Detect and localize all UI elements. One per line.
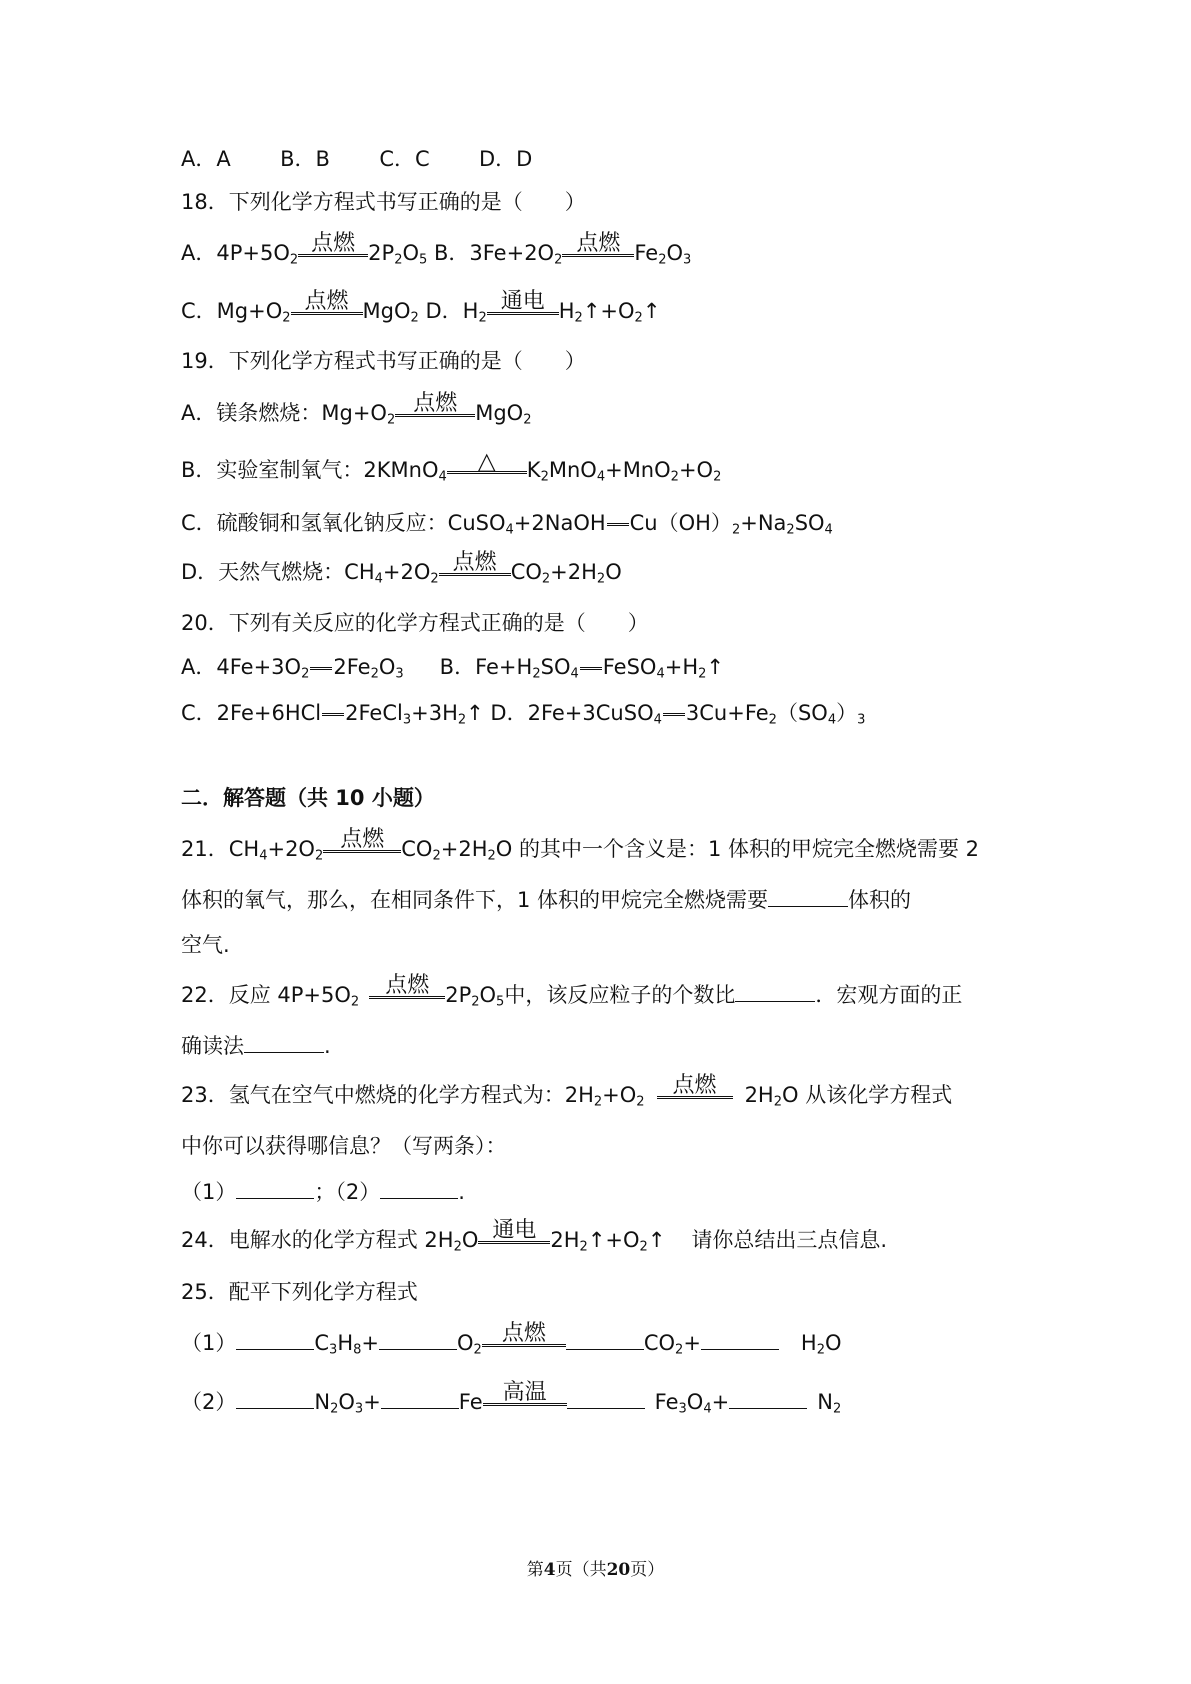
q18-d-product-rest: ↑+O (582, 299, 635, 323)
q18-c-product: MgO (362, 299, 411, 323)
q18-c-sub: 2 (282, 310, 291, 326)
q23-condition: 点燃 (672, 1072, 717, 1098)
footer-mid: 页（共 (555, 1560, 607, 1580)
q18-c-arrow (291, 288, 363, 315)
q21-condition: 点燃 (340, 826, 385, 852)
q18-a-reactants: A．4P+5O (181, 241, 290, 265)
q18-b-product-sub2: 3 (683, 252, 692, 268)
q19-stem: 19．下列化学方程式书写正确的是（ ） (181, 349, 586, 373)
q24-arrow (478, 1217, 550, 1244)
q23-arrow (657, 1072, 733, 1099)
q24-condition: 通电 (492, 1217, 537, 1243)
q21-arrow (323, 826, 401, 853)
page-footer (0, 1555, 1191, 1580)
q25-part2: （2） $N_2O_3+ Fe$ 高温 $Fe_3O_4+ N_2$ (181, 1379, 842, 1417)
q18-c-reactants: C．Mg+O (181, 299, 283, 323)
q25-p2-label: （2） (181, 1390, 237, 1414)
q17-option-a: A．A (181, 147, 231, 171)
q21-line2-b: 体积的 (848, 888, 912, 912)
footer-total-pages: 20 (606, 1560, 631, 1580)
q18-d-product-sub: 2 (574, 310, 583, 326)
q23-p2: ；（2） (314, 1180, 381, 1204)
q19-option-c: C．硫酸铜和氢氧化钠反应：CuSO$_4$+2NaOH $Cu(OH)_2+Na_2SO_4$ (181, 511, 833, 538)
q23-line2: 中你可以获得哪信息？（写两条）： (181, 1134, 507, 1158)
q25-p2-condition: 高温 (502, 1379, 547, 1405)
q19-d-condition: 点燃 (452, 549, 497, 575)
q25-p2-blank-4[interactable] (729, 1388, 807, 1409)
q25-p2-blank-3[interactable] (567, 1388, 645, 1409)
q22-tail: ．宏观方面的正 (815, 983, 963, 1007)
q18-d-product-end: ↑ (642, 299, 661, 323)
q18-a-product-sub2: 5 (419, 252, 428, 268)
q23-p1: （1） (181, 1180, 237, 1204)
q25-p1-condition: 点燃 (501, 1320, 546, 1346)
q25-p2-arrow (483, 1379, 567, 1406)
q20-option-ab: A．$4Fe+3O_2$ $2Fe_2O_3$ B．$Fe+H_2SO_4$ $FeSO_4+H_2↑$ (181, 655, 725, 682)
q21-line2-a: 体积的氧气，那么，在相同条件下，1 体积的甲烷完全燃烧需要 (181, 888, 769, 912)
q21-answer-blank[interactable] (768, 886, 848, 907)
q21-line1: 21．$CH_4+2O_2$ 点燃 $CO_2+2H_2O$ 的其中一个含义是：1 体积的甲烷完全燃烧需要 2 (181, 826, 980, 864)
q18-b-product2: O (666, 241, 684, 265)
q23-end: . (458, 1180, 465, 1204)
section-heading: 二．解答题（共 10 小题） (181, 786, 435, 810)
q18-c-condition: 点燃 (304, 288, 349, 314)
q18-b-product-sub: 2 (658, 252, 667, 268)
q18-d-product-sub2: 2 (634, 310, 643, 326)
q18-a-condition: 点燃 (311, 230, 356, 256)
q18-stem: 18．下列化学方程式书写正确的是（ ） (181, 190, 586, 214)
q22-prefix: 22．反应 4P+5O (181, 983, 351, 1007)
q18-a-product-sub: 2 (394, 252, 403, 268)
q19-b-text: B．实验室制氧气：2KMnO (181, 458, 439, 482)
q17-options (181, 146, 532, 172)
q24-prefix: 24．电解水的化学方程式 2H (181, 1228, 454, 1252)
q18-d-product: H (558, 299, 575, 323)
q21-line3: 空气. (181, 933, 230, 957)
q18-option-cd (181, 288, 661, 326)
q22-ratio-blank[interactable] (735, 981, 815, 1002)
q23-line3 (181, 1178, 465, 1205)
q19-option-a: A．镁条燃烧：$Mg+O_2$ 点燃 MgO$_2$ (181, 390, 532, 428)
q24-tail: 请你总结出三点信息. (691, 1228, 888, 1252)
q19-d-text: D．天然气燃烧：CH (181, 560, 375, 584)
q18-d-sub: 2 (478, 310, 487, 326)
q23-prefix: 23．氢气在空气中燃烧的化学方程式为：2H (181, 1083, 594, 1107)
q25-p1-blank-3[interactable] (566, 1329, 644, 1350)
q25-p1-blank-1[interactable] (236, 1329, 314, 1350)
q18-option-ab (181, 230, 692, 268)
footer-prefix: 第 (526, 1560, 544, 1580)
q25-p2-blank-2[interactable] (381, 1388, 459, 1409)
q21-line2 (181, 886, 911, 913)
q18-b-sub: 2 (554, 252, 563, 268)
q17-option-d: D．D (479, 147, 533, 171)
q25-p1-arrow (482, 1320, 566, 1347)
q18-d-condition: 通电 (500, 288, 545, 314)
q19-c-text: C．硫酸铜和氢氧化钠反应：CuSO (181, 511, 506, 535)
q17-option-c: C．C (379, 147, 430, 171)
q18-b-arrow (562, 230, 634, 257)
q22-condition: 点燃 (385, 972, 430, 998)
q25-p1-label: （1） (181, 1331, 237, 1355)
q24-line: 24．电解水的化学方程式 $2H_2O$ 通电 $2H_2↑+O_2↑$ 请你总结出三点信息. (181, 1217, 888, 1255)
q19-d-arrow (439, 549, 511, 576)
q22-line2-end: . (324, 1034, 331, 1058)
q18-b-reactants: B．3Fe+2O (433, 241, 555, 265)
q21-line1-rest: 的其中一个含义是：1 体积的甲烷完全燃烧需要 2 (512, 837, 980, 861)
q19-a-text: A．镁条燃烧：Mg+O (181, 401, 387, 425)
q22-line2: 确读法 (181, 1034, 244, 1058)
q22-mid: 中，该反应粒子的个数比 (504, 983, 736, 1007)
q19-a-arrow (395, 390, 475, 417)
q22-line1: 22．反应 $4P+5O_2$ 点燃 $2P_2O_5$中，该反应粒子的个数比 ．宏观方面的正 (181, 972, 963, 1010)
q20-stem: 20．下列有关反应的化学方程式正确的是（ ） (181, 611, 649, 635)
q18-a-product2: O (402, 241, 420, 265)
q18-c-product-sub: 2 (410, 310, 419, 326)
footer-page-number: 4 (543, 1560, 556, 1580)
q23-line1: 23．氢气在空气中燃烧的化学方程式为：$2H_2+O_2$ 点燃 $2H_2O$ 从该化学方程式 (181, 1072, 953, 1110)
q25-stem: 25．配平下列化学方程式 (181, 1280, 418, 1304)
q18-a-arrow (298, 230, 368, 257)
q19-option-d: D．天然气燃烧：$CH_4+2O_2$ 点燃 $CO_2+2H_2O$ (181, 549, 622, 587)
q22-reading-blank[interactable] (244, 1032, 324, 1053)
q19-option-b: B．实验室制氧气：2KMnO$_4$ △ $K_2MnO_4+MnO_2+O_2$ (181, 446, 722, 485)
q25-p2-blank-1[interactable] (236, 1388, 314, 1409)
q18-d-arrow (487, 288, 559, 315)
q18-d-reactants: D．H (425, 299, 479, 323)
q18-b-product: Fe (634, 241, 659, 265)
q18-a-sub: 2 (289, 252, 299, 268)
q25-part1: （1） $C_3H_8+ O_2$ 点燃 $CO_2+ H_2O$ (181, 1320, 842, 1358)
q22-arrow (369, 972, 445, 999)
q22-line2 (181, 1032, 331, 1059)
q20-option-cd: C．2Fe+6HCl $2FeCl_3+3H_2↑$ D．2Fe+3CuSO$_4$ $3Cu+Fe_2(SO_4)_3$ (181, 701, 866, 728)
q23-tail: 从该化学方程式 (798, 1083, 953, 1107)
q19-b-condition: △ (477, 446, 497, 475)
q19-a-condition: 点燃 (413, 390, 458, 416)
footer-suffix: 页） (630, 1560, 665, 1580)
q18-b-condition: 点燃 (576, 230, 621, 256)
q23-blank-1[interactable] (236, 1178, 314, 1199)
q18-a-product: 2P (368, 241, 395, 265)
q21-prefix: 21．CH (181, 837, 260, 861)
q25-p1-blank-4[interactable] (701, 1329, 779, 1350)
q19-b-arrow (447, 446, 527, 475)
q25-p1-blank-2[interactable] (379, 1329, 457, 1350)
q23-blank-2[interactable] (380, 1178, 458, 1199)
q17-option-b: B．B (280, 147, 330, 171)
